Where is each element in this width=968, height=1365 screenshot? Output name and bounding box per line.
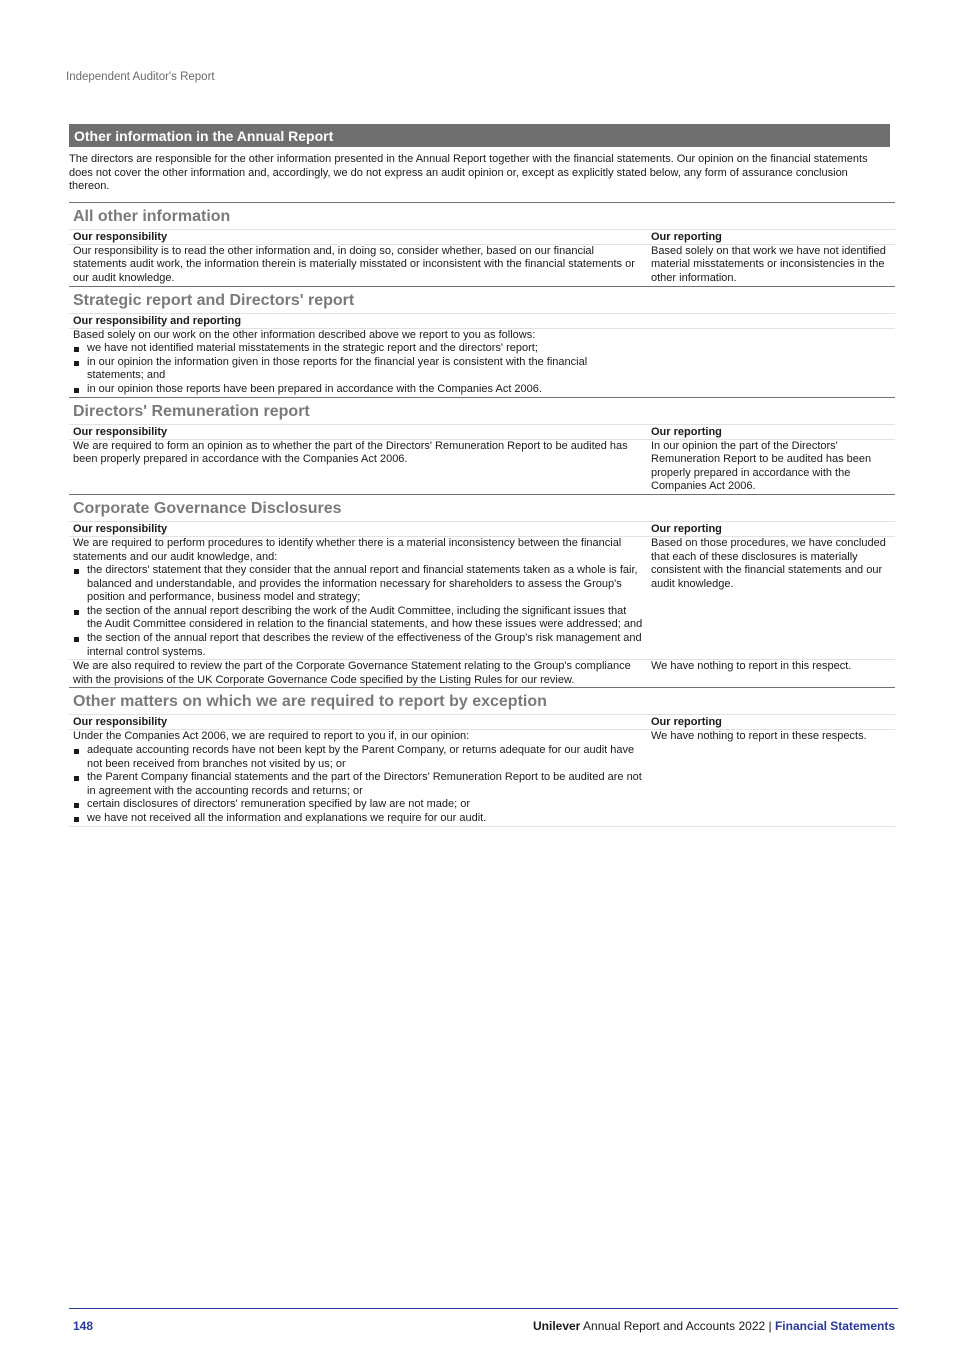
footer-divider [69,1308,898,1309]
responsibility-reporting-label: Our responsibility and reporting [73,314,242,327]
reporting-label: Our reporting [651,425,722,438]
bullet-item: the section of the annual report that describes the review of the effectiveness of the Group's risk management and internal control systems. [73,632,643,659]
label-row [69,313,895,328]
reporting-text: Based on those procedures, we have concluded that each of these disclosures is materially consistent with the financial statements and our audit knowledge. [651,536,886,590]
section-corporate-governance [69,494,895,688]
reporting-text: We have nothing to report in this respect. [651,660,852,673]
page-number: 148 [73,1319,94,1333]
footer-title [533,1319,895,1333]
lead-text: Under the Companies Act 2006, we are required to report to you if, in our opinion: [73,730,470,743]
bullet-item: certain disclosures of directors' remuneration specified by law are not made; or [73,798,643,812]
lead-text: We are required to perform procedures to identify whether there is a material inconsistency between the financial statements and our audit knowledge, and: [73,536,622,563]
bullet-list [73,744,643,826]
section-banner: Other information in the Annual Report [69,124,890,147]
section-directors-remuneration [69,397,895,494]
bullet-list [73,564,643,659]
reporting-label: Our reporting [651,522,722,535]
intro-paragraph: The directors are responsible for the other information presented in the Annual Report together with the financial statements. Our opinion on the financial statements does not cover the other information and, accordingly, we do not express an audit opinion or, except as explicitly stated below, any form of assurance conclusion thereon. [69,153,868,193]
responsibility-label: Our responsibility [73,425,168,438]
content-row [69,659,895,687]
report-name: Annual Report and Accounts 2022 | [580,1319,775,1333]
label-row [69,229,895,244]
content-row [69,439,895,494]
reporting-label: Our reporting [651,716,722,729]
bullet-item: we have not identified material misstatements in the strategic report and the directors' report; [73,342,643,356]
section-title: Strategic report and Directors' report [73,291,355,309]
running-header: Independent Auditor's Report [66,71,215,83]
responsibility-label: Our responsibility [73,716,168,729]
bullet-list [73,342,643,396]
bullet-item: the Parent Company financial statements and the part of the Directors' Remuneration Report to be audited are not in agreement with the accounting records and returns; or [73,771,643,798]
reporting-label: Our reporting [651,230,722,243]
content-row [69,729,895,825]
responsibility-text: We are required to form an opinion as to whether the part of the Directors' Remuneration Report to be audited has been properly prepared in accordance with the Companies Act 2006. [73,439,628,466]
bullet-item: we have not received all the information and explanations we require for our audit. [73,812,643,826]
bullet-item: the section of the annual report describing the work of the Audit Committee, including the significant issues that the Audit Committee considered in relation to the financial statements, and how these issues were addressed; and [73,605,643,632]
responsibility-text: Our responsibility is to read the other information and, in doing so, consider whether, based on our financial statements audit work, the information therein is materially misstated or inconsistent with the financial statements or our audit knowledge. [73,244,635,284]
section-report-by-exception [69,687,895,826]
section-strategic-report [69,286,895,397]
reporting-text: Based solely on that work we have not identified material misstatements or inconsistencies in the other information. [651,244,886,284]
section-title: All other information [73,207,231,225]
section-title: Other matters on which we are required to report by exception [73,693,547,711]
label-row [69,714,895,729]
section-title: Directors' Remuneration report [73,402,310,420]
lead-text: Based solely on our work on the other information described above we report to you as follows: [73,328,536,341]
content-row [69,328,895,397]
responsibility-label: Our responsibility [73,522,168,535]
reporting-text: In our opinion the part of the Directors' Remuneration Report to be audited has been properly prepared in accordance with the Companies Act 2006. [651,439,872,493]
section-all-other-information [69,202,895,286]
content-row [69,536,895,659]
label-row [69,424,895,439]
report-content [69,124,895,827]
label-row [69,521,895,536]
section-title: Corporate Governance Disclosures [73,499,342,517]
bullet-item: adequate accounting records have not been kept by the Parent Company, or returns adequate for our audit have not been received from branches not visited by us; or [73,744,643,771]
responsibility-label: Our responsibility [73,230,168,243]
company-name: Unilever [533,1319,581,1333]
bullet-item: in our opinion the information given in those reports for the financial year is consistent with the financial statements; and [73,356,643,383]
responsibility-text: We are also required to review the part of the Corporate Governance Statement relating to the Group's compliance with the provisions of the UK Corporate Governance Code specified by the Listing Rules for our review. [73,660,631,686]
divider [69,826,895,827]
reporting-text: We have nothing to report in these respects. [651,730,867,743]
bullet-item: in our opinion those reports have been prepared in accordance with the Companies Act 2006. [73,383,643,397]
content-row [69,244,895,286]
section-name: Financial Statements [774,1319,895,1333]
bullet-item: the directors' statement that they consider that the annual report and financial statements taken as a whole is fair, balanced and understandable, and provides the information necessary for shareholders to assess the Group's position and performance, business model and strategy; [73,564,643,605]
